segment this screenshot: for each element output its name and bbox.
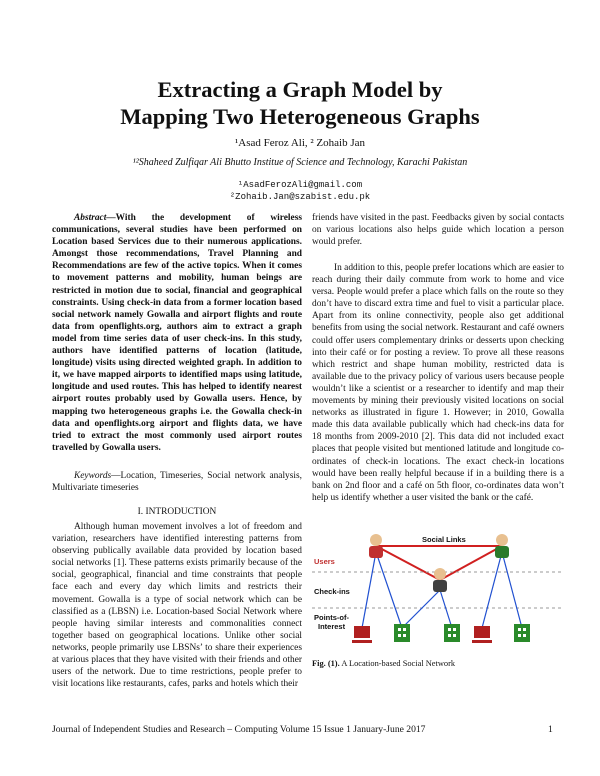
abstract-lead: Abstract [74, 213, 107, 223]
abstract [52, 212, 302, 454]
label-users: Users [314, 557, 335, 566]
intro-heading: I. INTRODUCTION [137, 507, 217, 517]
title-line-2: Mapping Two Heterogeneous Graphs [120, 104, 480, 129]
caption-text: A Location-based Social Network [339, 659, 456, 668]
authors: ¹Asad Feroz Ali, ² Zohaib Jan [234, 137, 366, 149]
right-column-para-1 [312, 212, 564, 248]
intro-text: Although human movement involves a lot of freedom and variation, researchers have identified interesting patterns from observing publically available data provided by location based social networks [1]. These patterns exists primarily because of the social, geographical, financial and time constraints that people face each and every day which limits and restricts their movement. Gowalla is a type of social network which can be classified as a (LBSN) i.e. Location-based Social Network where people having similar interests and commonalities connect together based on geographical locations. Unlike other social networks, people primarily use LBSNs’ to share their experiences at various places that they have visited with their friends and other users of the network. Due to time restrictions, people prefer to visit locations like restaurants, cafes, parks and hotels which their [52, 522, 302, 690]
label-poi-1: Points-of- [314, 613, 349, 622]
lbsn-figure [312, 528, 564, 656]
keywords-lead: Keywords [74, 471, 112, 481]
building-icon [444, 624, 460, 642]
building-icon [514, 624, 530, 642]
right-column-para-2 [312, 262, 564, 504]
affiliation: ¹²Shaheed Zulfiqar Ali Bhutto Institue of Science and Technology, Karachi Pakistan [132, 157, 468, 168]
title-line-1: Extracting a Graph Model by [157, 77, 443, 102]
label-social-links: Social Links [422, 535, 466, 544]
cafe-icon [352, 626, 372, 643]
email-1: ¹AsadFerozAli@gmail.com [237, 180, 363, 190]
journal-footer: Journal of Independent Studies and Research – Computing Volume 15 Issue 1 January-June 2017 [52, 724, 426, 735]
building-icon [394, 624, 410, 642]
cafe-icon [472, 626, 492, 643]
abstract-text: —With the development of wireless communications, several studies have been performed on Location based Services due to their numerous applications. Amongst those recommendations, Travel Planning and Recommendations are few of the active topics. When it comes to movement patterns and mobility, human beings are restricted in motion due to social, financial and geographical constraints. Using check-in data from a former location based social network namely Gowalla and airport flights and route data from openflights.org, authors aim to extract a graph model from time series data of user check-ins. In this study, authors have identified patterns of location (latitude, longitude) visits using directed weighted graph. In addition to it, we have mapped airports to identified maps using latitude, longitude and used routes. This has helped to identify nearest airport routes probably used by Gowalla users. Hence, by mapping two heterogeneous graphs i.e. the Gowalla check-in data and openflights.org airport and flights data, we have tried to extract the most commonly used airport routes travelled by Gowalla users. [52, 213, 302, 453]
intro-section [52, 521, 302, 690]
right-para-2-text: In addition to this, people prefer locations which are easier to reach during their daily commute from work to home and vice versa. People would prefer a place which falls on the route so they don’t have to discard extra time and fuel to visit a particular place. Apart from its online connectivity, people also get additional benefits from using the social network. Restaurant and café owners could offer users complementary drinks or desserts upon checking into their café or for posting a review. To prove all these reasons which restrict and shape human mobility, restricted data is available due to the privacy policy of various users because people wouldn’t like a scientist or a researcher to identify and map their movements by mining their previously visited locations on social networks as illustrated in figure 1. However; in 2010, Gowalla made this data available publically which had check-ins data for 18 months from 2009-2010 [2]. This data did not included exact places that people visited but mentioned latitude and longitude co-ordinates of check-in locations. The exact check-in locations would have been really helpful because if in a building there is a bank on 2nd floor and a café on 5th floor, co-ordinates data won’t help us identify whether a user visited the bank or the café. [312, 263, 565, 503]
label-checkins: Check-ins [314, 587, 350, 596]
page-number: 1 [548, 724, 553, 735]
label-poi-2: Interest [318, 622, 346, 631]
keywords-text: —Location, Timeseries, Social network analysis, Multivariate timeseries [52, 471, 302, 494]
caption-lead: Fig. (1). [312, 659, 340, 668]
email-2: ²Zohaib.Jan@szabist.edu.pk [229, 192, 371, 202]
right-para-1-text: friends have visited in the past. Feedbacks given by social contacts on various locations also helps guide which location a person would prefer. [312, 213, 564, 248]
figure-caption [312, 659, 455, 668]
keywords [52, 470, 302, 494]
